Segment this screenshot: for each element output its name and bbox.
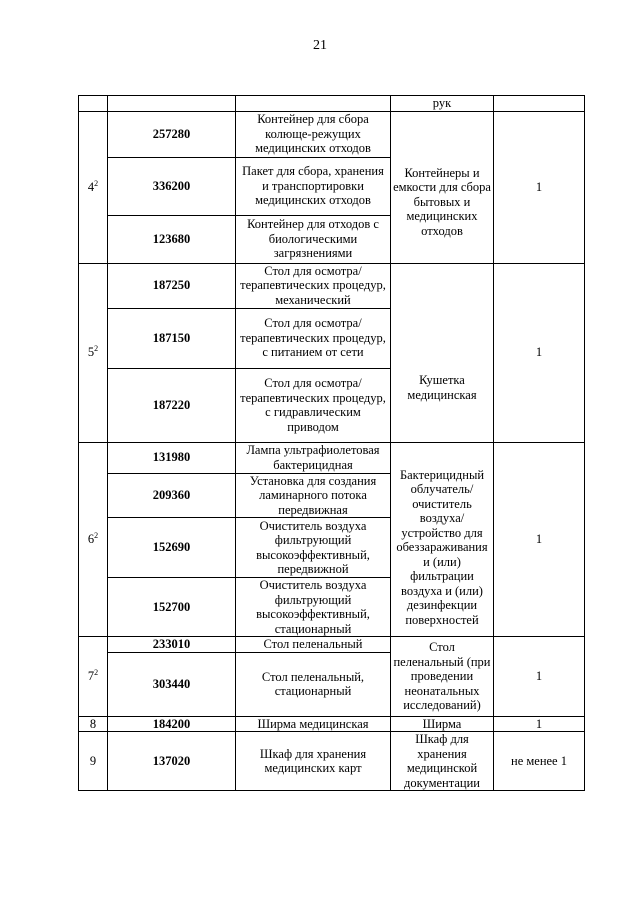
table-cell (108, 96, 236, 112)
type-name-cell: Лампа ультрафиолетовая бактерицидная (236, 442, 391, 473)
equipment-name-cell: Бактерицидный облучатель/ очиститель воздуха/ устройство для обеззараживания и (или) фильтрации воздуха и (или) дезинфекции поверхностей (391, 442, 494, 637)
type-code-cell: 137020 (108, 732, 236, 791)
equipment-name-cell: Ширма (391, 716, 494, 732)
type-name-cell: Стол для осмотра/терапевтических процедур, с гидравлическим приводом (236, 368, 391, 442)
table-cell (79, 96, 108, 112)
table-row (79, 442, 585, 473)
type-name-cell: Стол пеленальный, стационарный (236, 652, 391, 716)
table-row (79, 263, 585, 308)
row-number: 5 (87, 345, 95, 360)
type-code-cell: 336200 (108, 157, 236, 215)
type-code-cell: 123680 (108, 215, 236, 263)
row-number: 4 (87, 179, 95, 194)
equipment-name-cell: Шкаф для хранения медицинской документации (391, 732, 494, 791)
type-code-cell: 152690 (108, 518, 236, 578)
quantity-cell: 1 (494, 716, 585, 732)
row-number-cell (79, 637, 108, 717)
row-number: 6 (87, 532, 95, 546)
type-code-cell: 257280 (108, 111, 236, 157)
type-name-cell: Установка для создания ламинарного потока передвижная (236, 473, 391, 518)
type-name-cell: Контейнер для отходов с биологическими загрязнениями (236, 215, 391, 263)
type-name-cell: Стол пеленальный (236, 637, 391, 653)
row-number: 7 (87, 669, 95, 683)
type-code-cell: 184200 (108, 716, 236, 732)
equipment-table-body (79, 96, 585, 791)
type-code-cell: 131980 (108, 442, 236, 473)
type-code-cell: 187150 (108, 308, 236, 368)
page-number: 21 (313, 38, 327, 53)
row-number-cell (79, 732, 108, 791)
row-number-footnote: 2 (94, 178, 99, 188)
row-number-cell (79, 263, 108, 442)
type-code-cell: 187250 (108, 263, 236, 308)
table-cell (236, 96, 391, 112)
row-number: 8 (89, 716, 97, 731)
type-name-cell: Ширма медицинская (236, 716, 391, 732)
type-name-cell: Стол для осмотра/терапевтических процедур, механический (236, 263, 391, 308)
equipment-name-cell: Кушетка медицинская (391, 263, 494, 442)
row-number-cell (79, 442, 108, 637)
row-number-cell (79, 111, 108, 263)
type-code-cell: 233010 (108, 637, 236, 653)
table-cell: рук (391, 96, 494, 112)
table-row (79, 637, 585, 653)
type-name-cell: Очиститель воздуха фильтрующий высокоэффективный, передвижной (236, 518, 391, 578)
table-row (79, 716, 585, 732)
quantity-cell: не менее 1 (494, 732, 585, 791)
equipment-table (78, 95, 585, 791)
type-name-cell: Стол для осмотра/терапевтических процедур, с питанием от сети (236, 308, 391, 368)
row-number-footnote: 2 (94, 668, 99, 677)
type-name-cell: Контейнер для сбора колюще-режущих медицинских отходов (236, 111, 391, 157)
equipment-name-cell: Контейнеры и емкости для сбора бытовых и медицинских отходов (391, 111, 494, 263)
table-row (79, 96, 585, 112)
row-number-cell (79, 716, 108, 732)
row-number-footnote: 2 (94, 531, 99, 540)
equipment-name-cell: Стол пеленальный (при проведении неонатальных исследований) (391, 637, 494, 717)
quantity-cell: 1 (494, 637, 585, 717)
type-code-cell: 209360 (108, 473, 236, 518)
type-code-cell: 187220 (108, 368, 236, 442)
type-code-cell: 152700 (108, 578, 236, 637)
table-row (79, 732, 585, 791)
type-name-cell: Пакет для сбора, хранения и транспортировки медицинских отходов (236, 157, 391, 215)
type-name-cell: Очиститель воздуха фильтрующий высокоэффективный, стационарный (236, 578, 391, 637)
quantity-cell: 1 (494, 263, 585, 442)
type-name-cell: Шкаф для хранения медицинских карт (236, 732, 391, 791)
table-cell (494, 96, 585, 112)
row-number: 9 (89, 753, 97, 768)
quantity-cell: 1 (494, 442, 585, 637)
type-code-cell: 303440 (108, 652, 236, 716)
row-number-footnote: 2 (94, 344, 99, 354)
quantity-cell: 1 (494, 111, 585, 263)
table-row (79, 111, 585, 157)
